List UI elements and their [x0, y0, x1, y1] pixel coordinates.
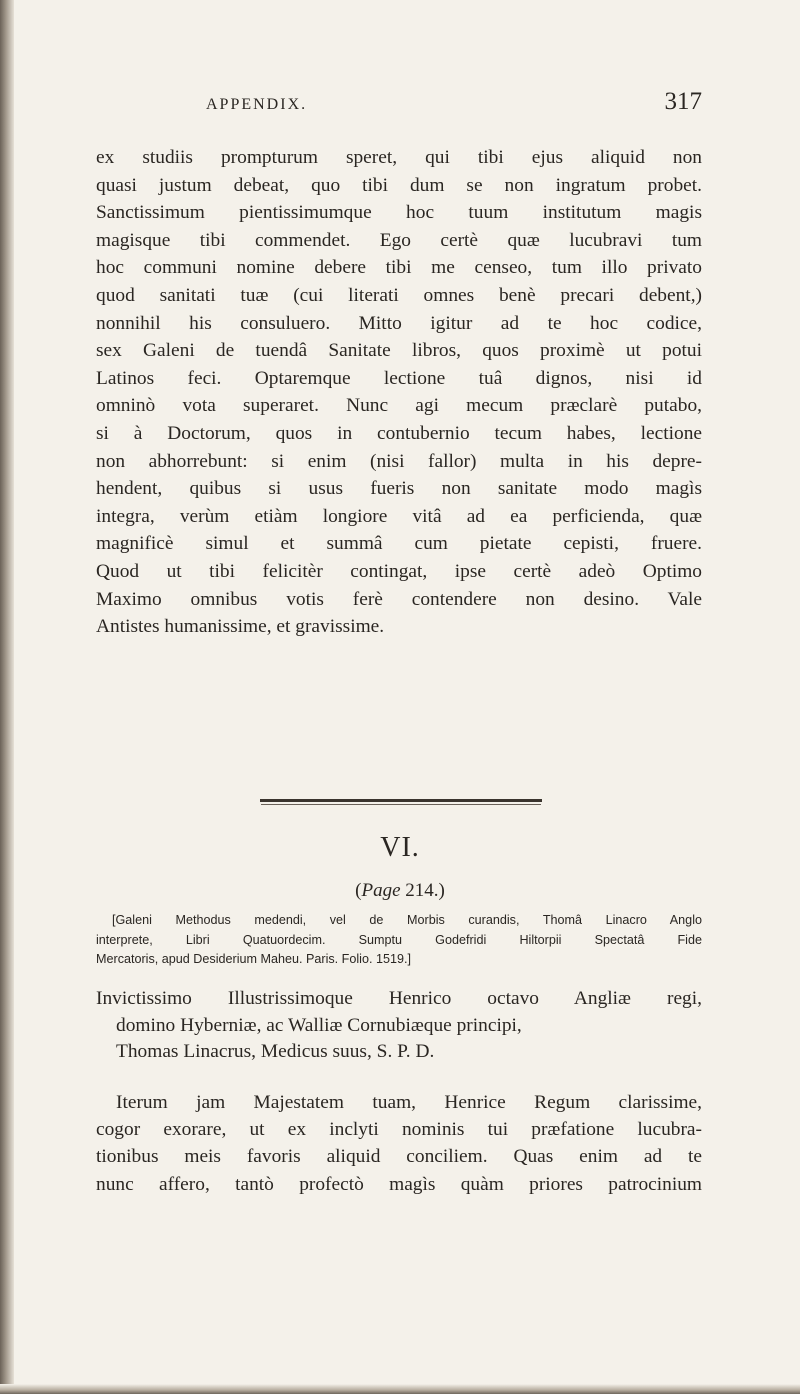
page-bottom-shadow	[0, 1384, 800, 1394]
page-header	[96, 88, 702, 128]
note-line: Mercatoris, apud Desiderium Maheu. Paris. Folio. 1519.]	[96, 952, 411, 966]
text-line: Sanctissimum pientissimumque hoc tuum institutum magis	[96, 202, 702, 224]
page-ref-word: Page	[361, 880, 401, 901]
text-line: Quod ut tibi felicitèr contingat, ipse certè adeò Optimo	[96, 560, 702, 582]
text-line: hendent, quibus si usus fueris non sanitate modo magìs	[96, 478, 702, 500]
page-number: 317	[664, 88, 702, 115]
text-line: hoc communi nomine debere tibi me censeo, tum illo privato	[96, 257, 702, 279]
letter-paragraph-2	[96, 1089, 702, 1198]
text-line: integra, verùm etiàm longiore vitâ ad ea perficienda, quæ	[96, 505, 702, 527]
text-line: omninò vota superaret. Nunc agi mecum præclarè putabo,	[96, 395, 702, 417]
dedication-line: Invictissimo Illustrissimoque Henrico octavo Angliæ regi,	[96, 988, 702, 1009]
text-line: magnificè simul et summâ cum pietate cepisti, fruere.	[96, 533, 702, 555]
text-line: nunc affero, tantò profectò magìs quàm priores patrocinium	[96, 1173, 702, 1195]
note-line: interprete, Libri Quatuordecim. Sumptu Godefridi Hiltorpii Spectatâ Fide	[96, 932, 702, 947]
text-line: cogor exorare, ut ex inclyti nominis tui præfatione lucubra-	[96, 1119, 702, 1141]
page-reference	[0, 880, 800, 902]
text-line: Iterum jam Majestatem tuam, Henrice Regum clarissime,	[116, 1092, 702, 1113]
section-divider	[260, 799, 542, 802]
text-line: Antistes humanissime, et gravissime.	[96, 616, 385, 638]
note-line: [Galeni Methodus medendi, vel de Morbis curandis, Thomâ Linacro Anglo	[112, 913, 702, 927]
text-line: quasi justum debeat, quo tibi dum se non ingratum probet.	[96, 174, 702, 196]
letter-paragraph	[96, 144, 702, 641]
text-line: sex Galeni de tuendâ Sanitate libros, quos proximè ut potui	[96, 340, 702, 362]
text-line: Maximo omnibus votis ferè contendere non desino. Vale	[96, 588, 702, 610]
text-line: quod sanitati tuæ (cui literati omnes benè precari debent,)	[96, 284, 702, 306]
dedication-line: domino Hyberniæ, ac Walliæ Cornubiæque principi,	[116, 1014, 522, 1036]
bibliographic-note	[96, 911, 702, 970]
dedication	[96, 986, 702, 1066]
text-line: ex studiis prompturum speret, qui tibi ejus aliquid non	[96, 147, 702, 168]
text-line: non abhorrebunt: si enim (nisi fallor) multa in his depre-	[96, 450, 702, 472]
text-line: Latinos feci. Optaremque lectione tuâ dignos, nisi id	[96, 367, 702, 389]
page-ref-number: 214.)	[400, 880, 445, 901]
text-line: tionibus meis favoris aliquid conciliem. Quas enim ad te	[96, 1146, 702, 1168]
page-ref-open: (	[355, 880, 362, 901]
text-line: si à Doctorum, quos in contubernio tecum habes, lectione	[96, 422, 702, 444]
page-binding-shadow	[0, 0, 14, 1394]
text-line: nonnihil his consuluero. Mitto igitur ad te hoc codice,	[96, 312, 702, 334]
running-head: APPENDIX.	[206, 96, 308, 113]
section-number: VI.	[380, 832, 420, 863]
text-line: magisque tibi commendet. Ego certè quæ lucubravi tum	[96, 229, 702, 251]
dedication-line: Thomas Linacrus, Medicus suus, S. P. D.	[116, 1041, 435, 1062]
